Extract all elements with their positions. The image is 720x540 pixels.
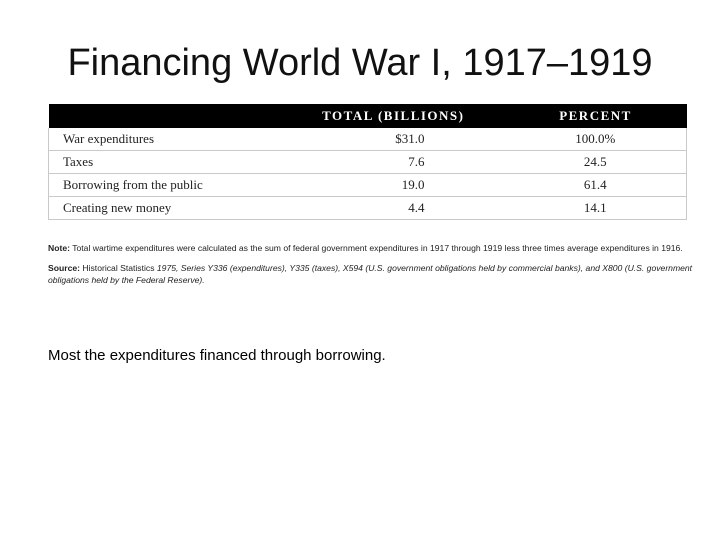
- source-label: Source:: [48, 263, 80, 273]
- row-label: War expenditures: [49, 128, 281, 151]
- row-percent: 24.5: [505, 151, 687, 174]
- row-label: Taxes: [49, 151, 281, 174]
- row-total: 7.6: [281, 151, 505, 174]
- source-text-part1: Historical Statistics: [80, 263, 157, 273]
- table-header-row: [49, 104, 687, 128]
- row-percent: 100.0%: [505, 128, 687, 151]
- source-text-part2: 1975, Series Y336 (expenditures), Y335 (taxes), X594 (U.S. government obligations held by commercial banks), and X800 (U.S. government obligations held by the Federal Reserve).: [48, 263, 693, 285]
- row-label: Borrowing from the public: [49, 174, 281, 197]
- note-paragraph: [48, 242, 698, 254]
- row-label: Creating new money: [49, 197, 281, 220]
- slide-title: Financing World War I, 1917–1919: [67, 42, 653, 84]
- financing-table-container: [48, 104, 686, 220]
- row-percent: 61.4: [505, 174, 687, 197]
- note-text: Total wartime expenditures were calculated as the sum of federal government expenditures in 1917 through 1919 less three times average expenditures in 1916.: [69, 243, 683, 253]
- source-paragraph: [48, 262, 698, 286]
- table-row: [49, 174, 687, 197]
- header-total: TOTAL (BILLIONS): [281, 104, 505, 128]
- note-label: Note:: [48, 243, 70, 253]
- table-row: [49, 151, 687, 174]
- row-total: $31.0: [281, 128, 505, 151]
- table-row: [49, 128, 687, 151]
- row-total: 4.4: [281, 197, 505, 220]
- header-label: [49, 104, 281, 128]
- slide-body-text: Most the expenditures financed through borrowing.: [48, 347, 386, 364]
- row-total: 19.0: [281, 174, 505, 197]
- row-percent: 14.1: [505, 197, 687, 220]
- table-notes: [48, 242, 698, 294]
- header-percent: PERCENT: [505, 104, 687, 128]
- financing-table: [48, 104, 687, 220]
- table-row: [49, 197, 687, 220]
